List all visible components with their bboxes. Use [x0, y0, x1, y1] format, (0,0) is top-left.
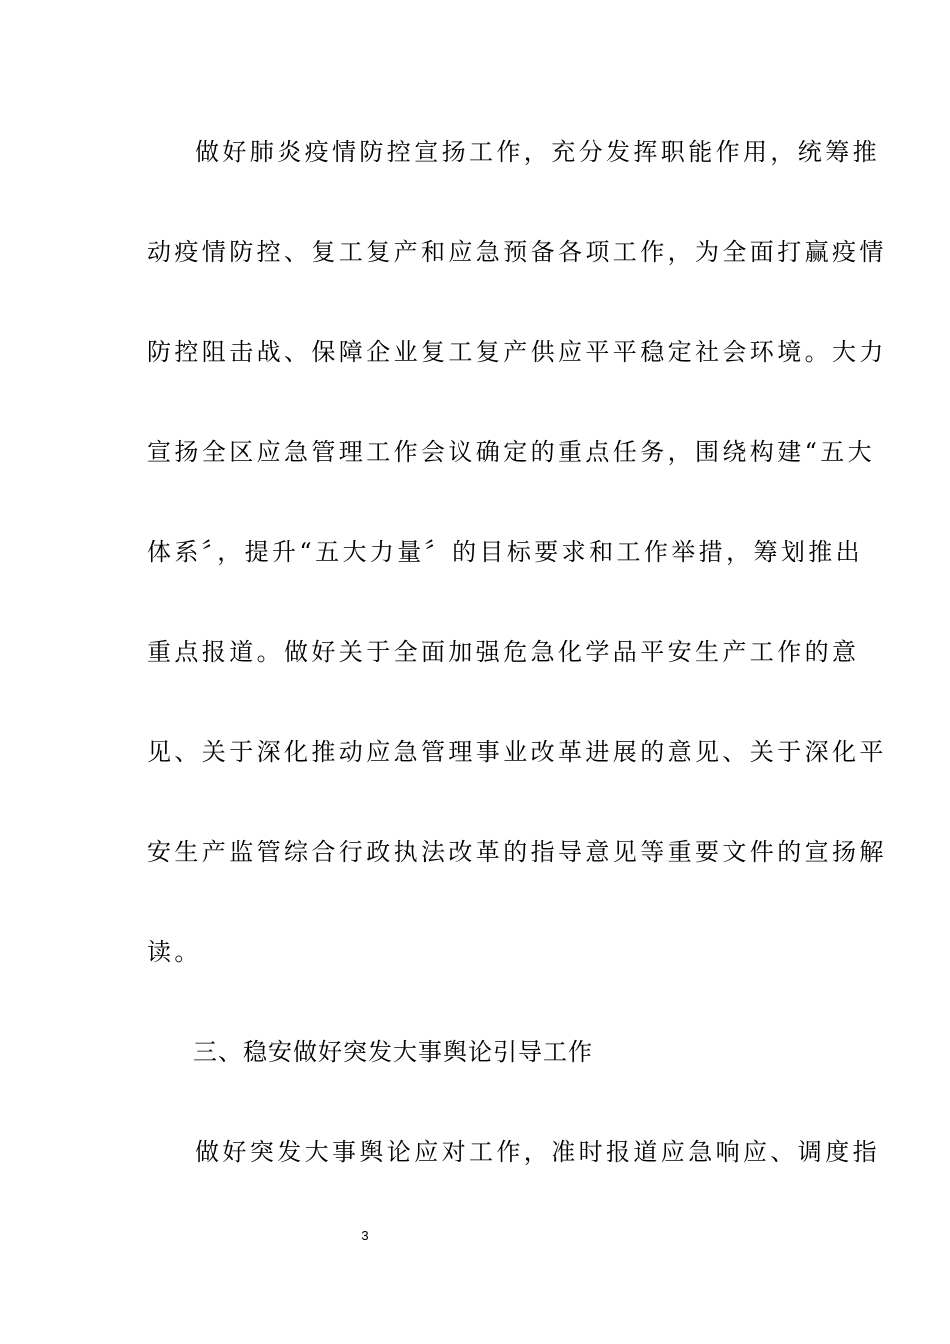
paragraph-line: 宣扬全区应急管理工作会议确定的重点任务，围绕构建“五大 [147, 438, 876, 466]
paragraph-line: 重点报道。做好关于全面加强危急化学品平安生产工作的意 [147, 638, 860, 666]
paragraph-line: 做好突发大事舆论应对工作，准时报道应急响应、调度指 [195, 1138, 880, 1166]
paragraph-line: 防控阻击战、保障企业复工复产供应平平稳定社会环境。大力 [147, 338, 887, 366]
paragraph-line: 动疫情防控、复工复产和应急预备各项工作，为全面打赢疫情 [147, 238, 887, 266]
paragraph-line: 读。 [147, 938, 202, 966]
section-heading: 三、稳安做好突发大事舆论引导工作 [193, 1038, 593, 1066]
paragraph-line: 体系〞，提升“五大力量〞的目标要求和工作举措，筹划推出 [147, 538, 864, 566]
page-number: 3 [361, 1228, 369, 1243]
paragraph-line: 安生产监管综合行政执法改革的指导意见等重要文件的宣扬解 [147, 838, 887, 866]
paragraph-line: 见、关于深化推动应急管理事业改革进展的意见、关于深化平 [147, 738, 887, 766]
paragraph-line: 做好肺炎疫情防控宣扬工作，充分发挥职能作用，统筹推 [195, 138, 880, 166]
